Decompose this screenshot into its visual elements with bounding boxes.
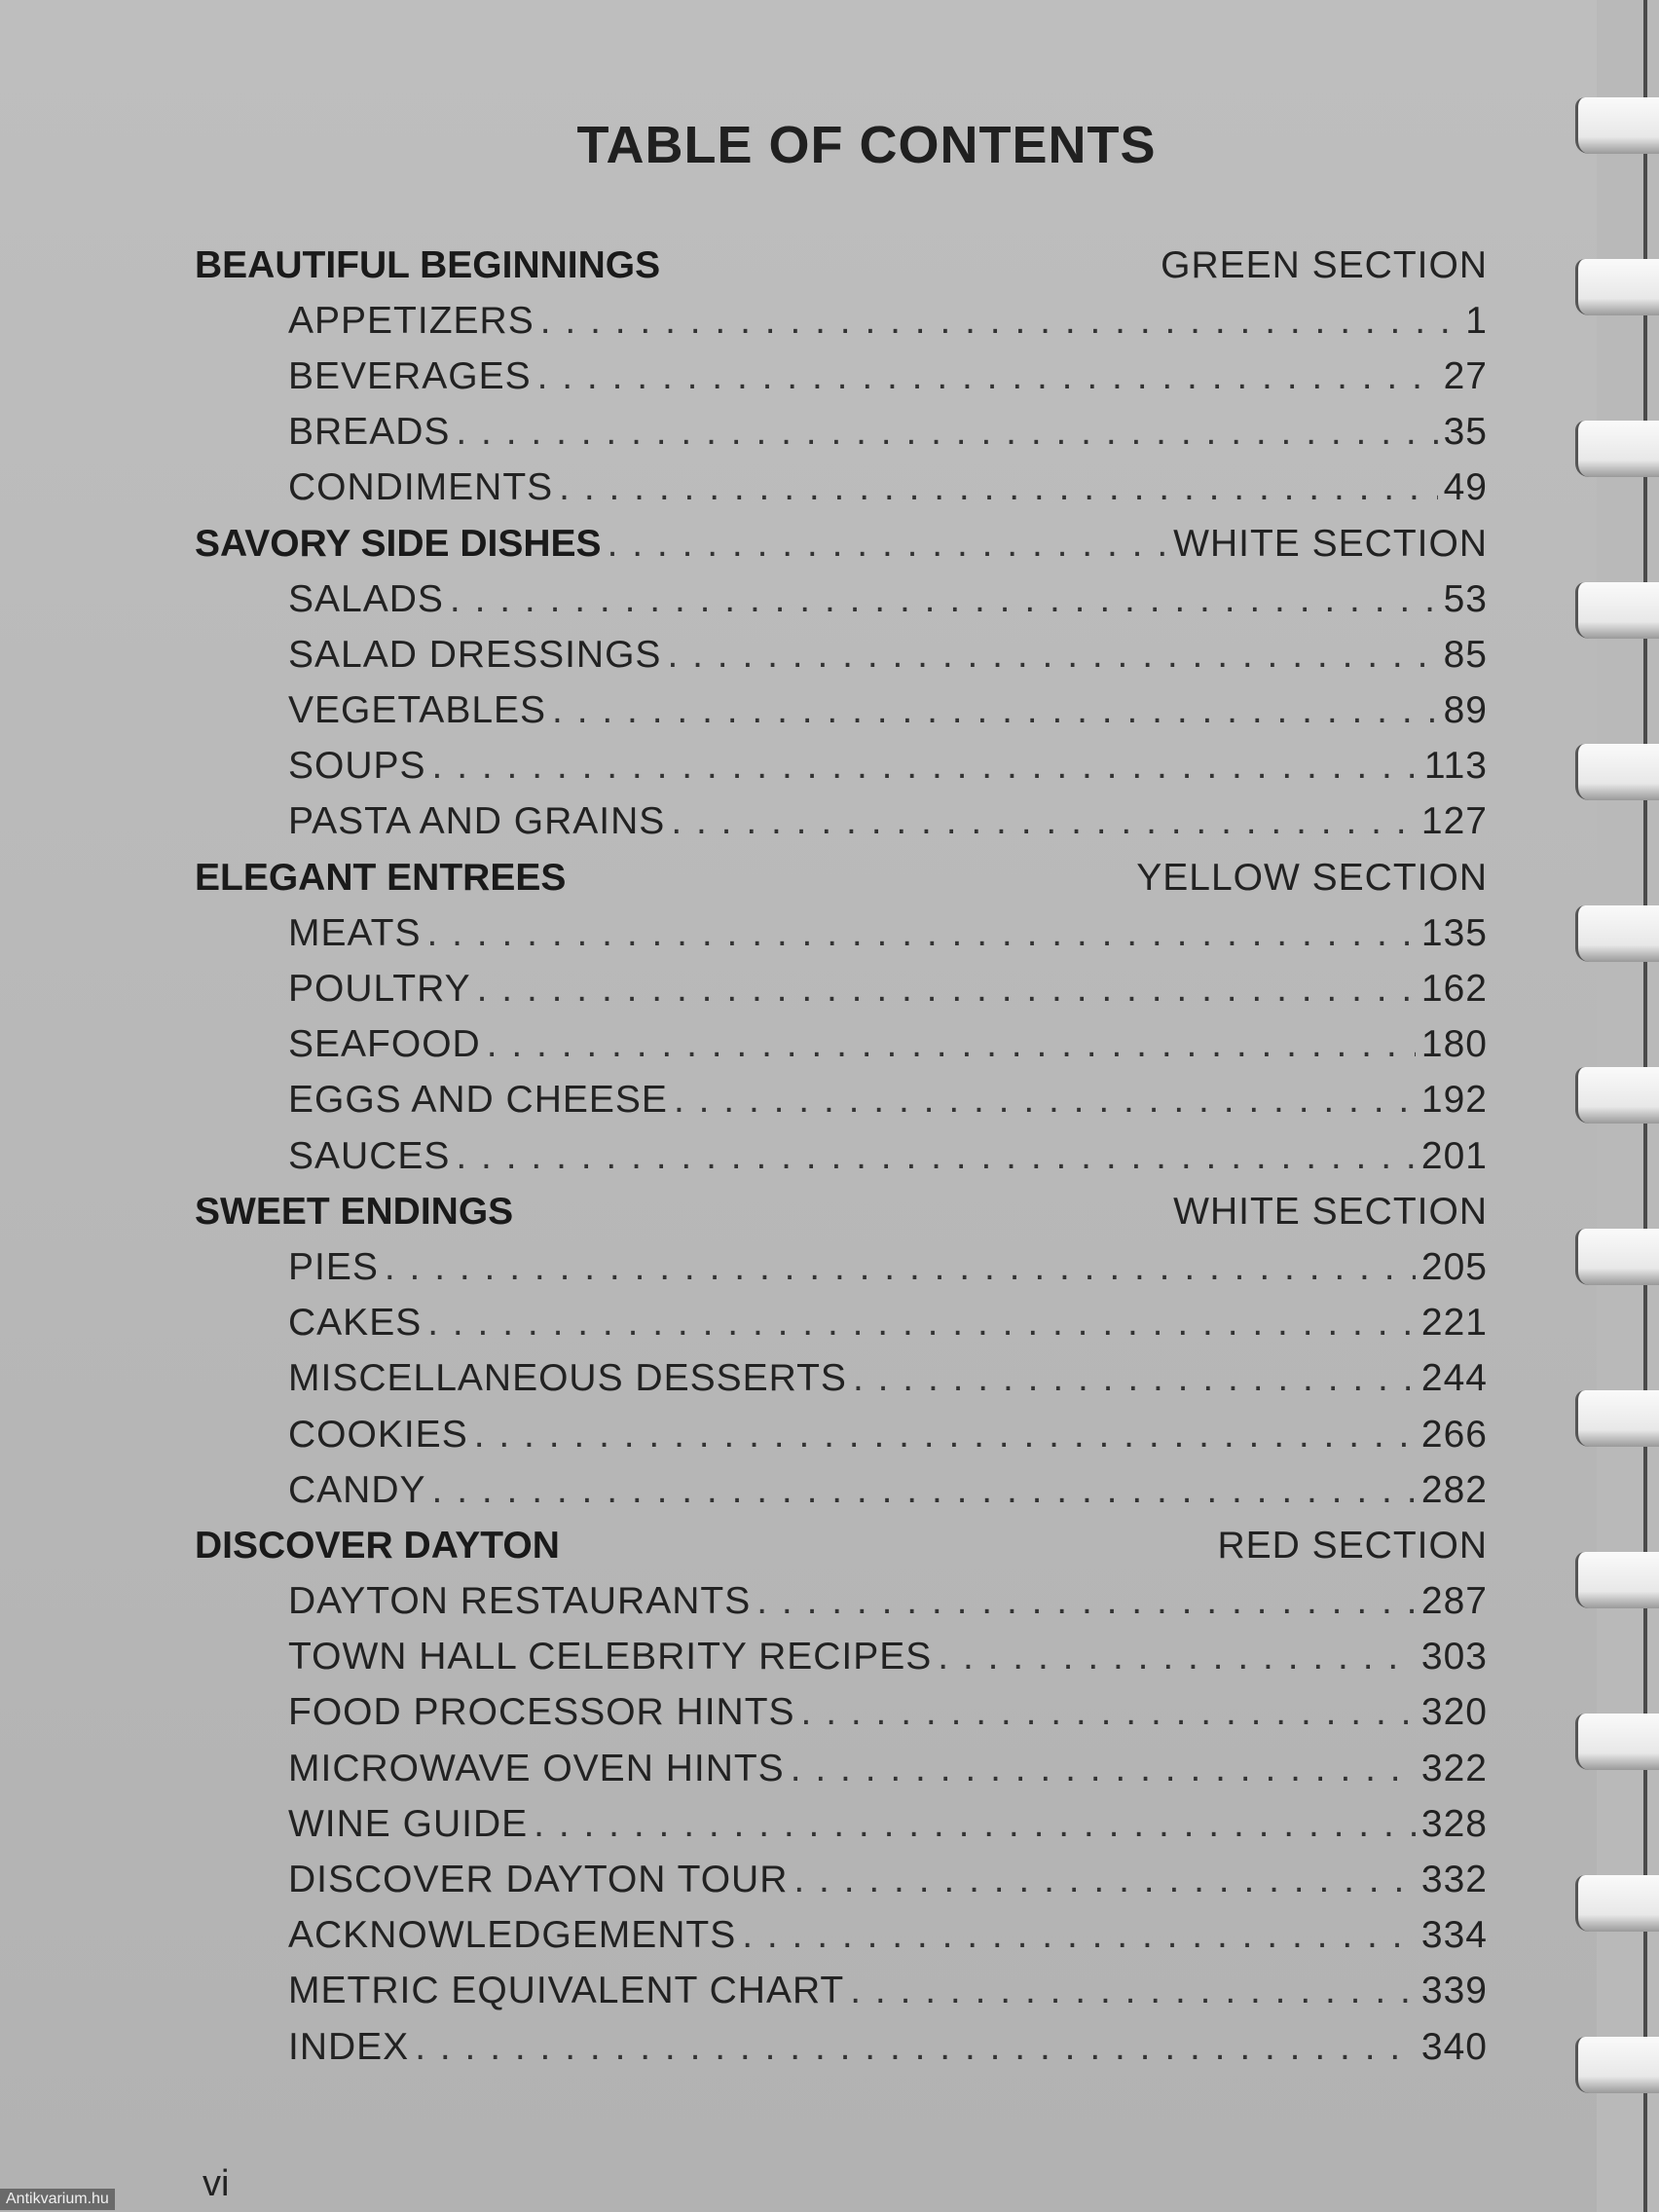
binding-ring — [1575, 1552, 1659, 1608]
entry-title: DISCOVER DAYTON TOUR — [288, 1859, 789, 1901]
dot-leader — [742, 1914, 1416, 1957]
table-of-contents — [195, 238, 1488, 2075]
dot-leader — [537, 355, 1438, 398]
entry-title: ACKNOWLEDGEMENTS — [288, 1914, 737, 1957]
entry-title: TOWN HALL CELEBRITY RECIPES — [288, 1636, 933, 1678]
toc-entry-row — [195, 571, 1488, 627]
toc-entry-row — [195, 1964, 1488, 2019]
binding-ring — [1575, 97, 1659, 154]
dot-leader — [456, 1135, 1416, 1178]
page-reference: 113 — [1423, 745, 1488, 788]
section-title: DISCOVER DAYTON — [195, 1524, 560, 1567]
dot-leader — [432, 1469, 1416, 1512]
dot-leader — [426, 912, 1415, 955]
section-color-label: YELLOW SECTION — [1136, 856, 1488, 899]
page-reference: 303 — [1420, 1636, 1488, 1678]
binding-ring — [1575, 1067, 1659, 1124]
dot-leader — [450, 578, 1438, 621]
page-reference: 192 — [1420, 1079, 1488, 1122]
binding-ring — [1575, 905, 1659, 962]
toc-entry-row — [195, 1685, 1488, 1741]
dot-leader — [938, 1636, 1416, 1678]
dot-leader — [793, 1859, 1416, 1901]
page-reference: 49 — [1443, 466, 1488, 509]
section-color-label: RED SECTION — [1217, 1524, 1488, 1567]
section-title: ELEGANT ENTREES — [195, 856, 567, 899]
page-reference: 53 — [1443, 577, 1488, 620]
entry-title: MICROWAVE OVEN HINTS — [288, 1747, 785, 1789]
entry-title: WINE GUIDE — [288, 1802, 529, 1845]
dot-leader — [474, 1414, 1416, 1456]
page-reference: 127 — [1420, 800, 1488, 843]
toc-entry-row — [195, 1574, 1488, 1630]
dot-leader — [791, 1748, 1416, 1790]
toc-section-row — [195, 516, 1488, 571]
dot-leader — [385, 1246, 1416, 1289]
toc-section-row — [195, 238, 1488, 293]
toc-entry-row — [195, 405, 1488, 461]
toc-entry-row — [195, 905, 1488, 961]
toc-entry-row — [195, 1351, 1488, 1407]
page-reference: 266 — [1420, 1413, 1488, 1456]
binding-ring — [1575, 1390, 1659, 1447]
entry-title: SEAFOOD — [288, 1023, 481, 1066]
entry-title: VEGETABLES — [288, 689, 547, 732]
dot-leader — [540, 300, 1460, 343]
entry-title: APPETIZERS — [288, 299, 535, 342]
dot-leader — [559, 466, 1437, 509]
entry-title: POULTRY — [288, 968, 471, 1011]
page-reference: 334 — [1420, 1914, 1488, 1957]
section-title: SAVORY SIDE DISHES — [195, 522, 602, 565]
dot-leader — [801, 1691, 1416, 1734]
dot-leader — [674, 1079, 1416, 1122]
toc-section-row — [195, 1184, 1488, 1239]
binding-ring — [1575, 744, 1659, 800]
watermark: Antikvarium.hu — [0, 2189, 115, 2210]
page-reference: 287 — [1420, 1580, 1488, 1623]
entry-title: CAKES — [288, 1302, 423, 1345]
page-reference: 162 — [1420, 968, 1488, 1011]
dot-leader — [667, 634, 1437, 677]
page-reference: 85 — [1443, 633, 1488, 676]
toc-entry-row — [195, 293, 1488, 349]
page-reference: 201 — [1420, 1134, 1488, 1177]
page-reference: 244 — [1420, 1357, 1488, 1400]
binding-ring — [1575, 421, 1659, 477]
toc-entry-row — [195, 461, 1488, 516]
dot-leader — [756, 1580, 1416, 1623]
page-reference: 221 — [1420, 1302, 1488, 1345]
toc-entry-row — [195, 794, 1488, 850]
entry-title: DAYTON RESTAURANTS — [288, 1580, 752, 1623]
entry-title: BREADS — [288, 411, 451, 454]
toc-section-row — [195, 850, 1488, 905]
dot-leader — [850, 1970, 1416, 2012]
entry-title: MEATS — [288, 911, 422, 954]
entry-title: MISCELLANEOUS DESSERTS — [288, 1357, 847, 1400]
dot-leader — [432, 745, 1419, 788]
binding-ring — [1575, 582, 1659, 639]
toc-entry-row — [195, 1073, 1488, 1128]
entry-title: PASTA AND GRAINS — [288, 800, 666, 843]
section-color-label: GREEN SECTION — [1161, 243, 1488, 286]
page-reference: 328 — [1420, 1802, 1488, 1845]
binding-ring — [1575, 1875, 1659, 1932]
entry-title: CANDY — [288, 1468, 426, 1511]
page-reference: 35 — [1443, 411, 1488, 454]
dot-leader — [427, 1302, 1416, 1345]
toc-entry-row — [195, 1296, 1488, 1351]
page-number: vi — [203, 2163, 230, 2204]
page-reference: 27 — [1443, 354, 1488, 397]
toc-entry-row — [195, 1796, 1488, 1852]
page-reference: 340 — [1420, 2025, 1488, 2068]
toc-entry-row — [195, 2019, 1488, 2075]
entry-title: SALADS — [288, 577, 444, 620]
toc-entry-row — [195, 739, 1488, 794]
toc-entry-row — [195, 349, 1488, 404]
dot-leader — [608, 523, 1168, 566]
page-reference: 282 — [1420, 1468, 1488, 1511]
binding-ring — [1575, 1229, 1659, 1285]
toc-section-row — [195, 1518, 1488, 1573]
entry-title: SAUCES — [288, 1134, 451, 1177]
binding-ring — [1575, 259, 1659, 315]
toc-entry-row — [195, 1128, 1488, 1184]
entry-title: FOOD PROCESSOR HINTS — [288, 1691, 795, 1734]
page-reference: 339 — [1420, 1970, 1488, 2012]
toc-entry-row — [195, 1908, 1488, 1964]
toc-entry-row — [195, 1017, 1488, 1073]
dot-leader — [477, 968, 1416, 1011]
entry-title: COOKIES — [288, 1413, 468, 1456]
dot-leader — [415, 2026, 1416, 2069]
entry-title: EGGS AND CHEESE — [288, 1079, 668, 1122]
entry-title: METRIC EQUIVALENT CHART — [288, 1970, 845, 2012]
dot-leader — [487, 1023, 1416, 1066]
page-title: TABLE OF CONTENTS — [576, 116, 1157, 174]
entry-title: SOUPS — [288, 745, 426, 788]
binding-ring — [1575, 2037, 1659, 2093]
page-reference: 205 — [1420, 1245, 1488, 1288]
toc-entry-row — [195, 1852, 1488, 1907]
toc-entry-row — [195, 683, 1488, 739]
entry-title: BEVERAGES — [288, 354, 532, 397]
toc-entry-row — [195, 627, 1488, 682]
dot-leader — [671, 800, 1416, 843]
toc-entry-row — [195, 1462, 1488, 1518]
dot-leader — [552, 689, 1438, 732]
dot-leader — [456, 411, 1437, 454]
page-reference: 89 — [1443, 689, 1488, 732]
toc-entry-row — [195, 1630, 1488, 1685]
entry-title: CONDIMENTS — [288, 466, 554, 509]
page-reference: 135 — [1420, 911, 1488, 954]
page-reference: 320 — [1420, 1691, 1488, 1734]
entry-title: PIES — [288, 1245, 379, 1288]
entry-title: SALAD DRESSINGS — [288, 633, 662, 676]
entry-title: INDEX — [288, 2025, 410, 2068]
dot-leader — [853, 1357, 1416, 1400]
spiral-binding — [1567, 0, 1659, 2212]
page-reference: 322 — [1420, 1747, 1488, 1789]
section-title: SWEET ENDINGS — [195, 1190, 514, 1233]
page-reference: 180 — [1420, 1023, 1488, 1066]
section-color-label: WHITE SECTION — [1173, 1190, 1488, 1233]
toc-entry-row — [195, 961, 1488, 1016]
toc-entry-row — [195, 1239, 1488, 1295]
section-color-label: WHITE SECTION — [1173, 522, 1488, 565]
toc-entry-row — [195, 1407, 1488, 1462]
toc-entry-row — [195, 1741, 1488, 1796]
page-reference: 332 — [1420, 1859, 1488, 1901]
dot-leader — [534, 1803, 1416, 1846]
binding-ring — [1575, 1714, 1659, 1770]
section-title: BEAUTIFUL BEGINNINGS — [195, 243, 661, 286]
page-reference: 1 — [1465, 299, 1488, 342]
